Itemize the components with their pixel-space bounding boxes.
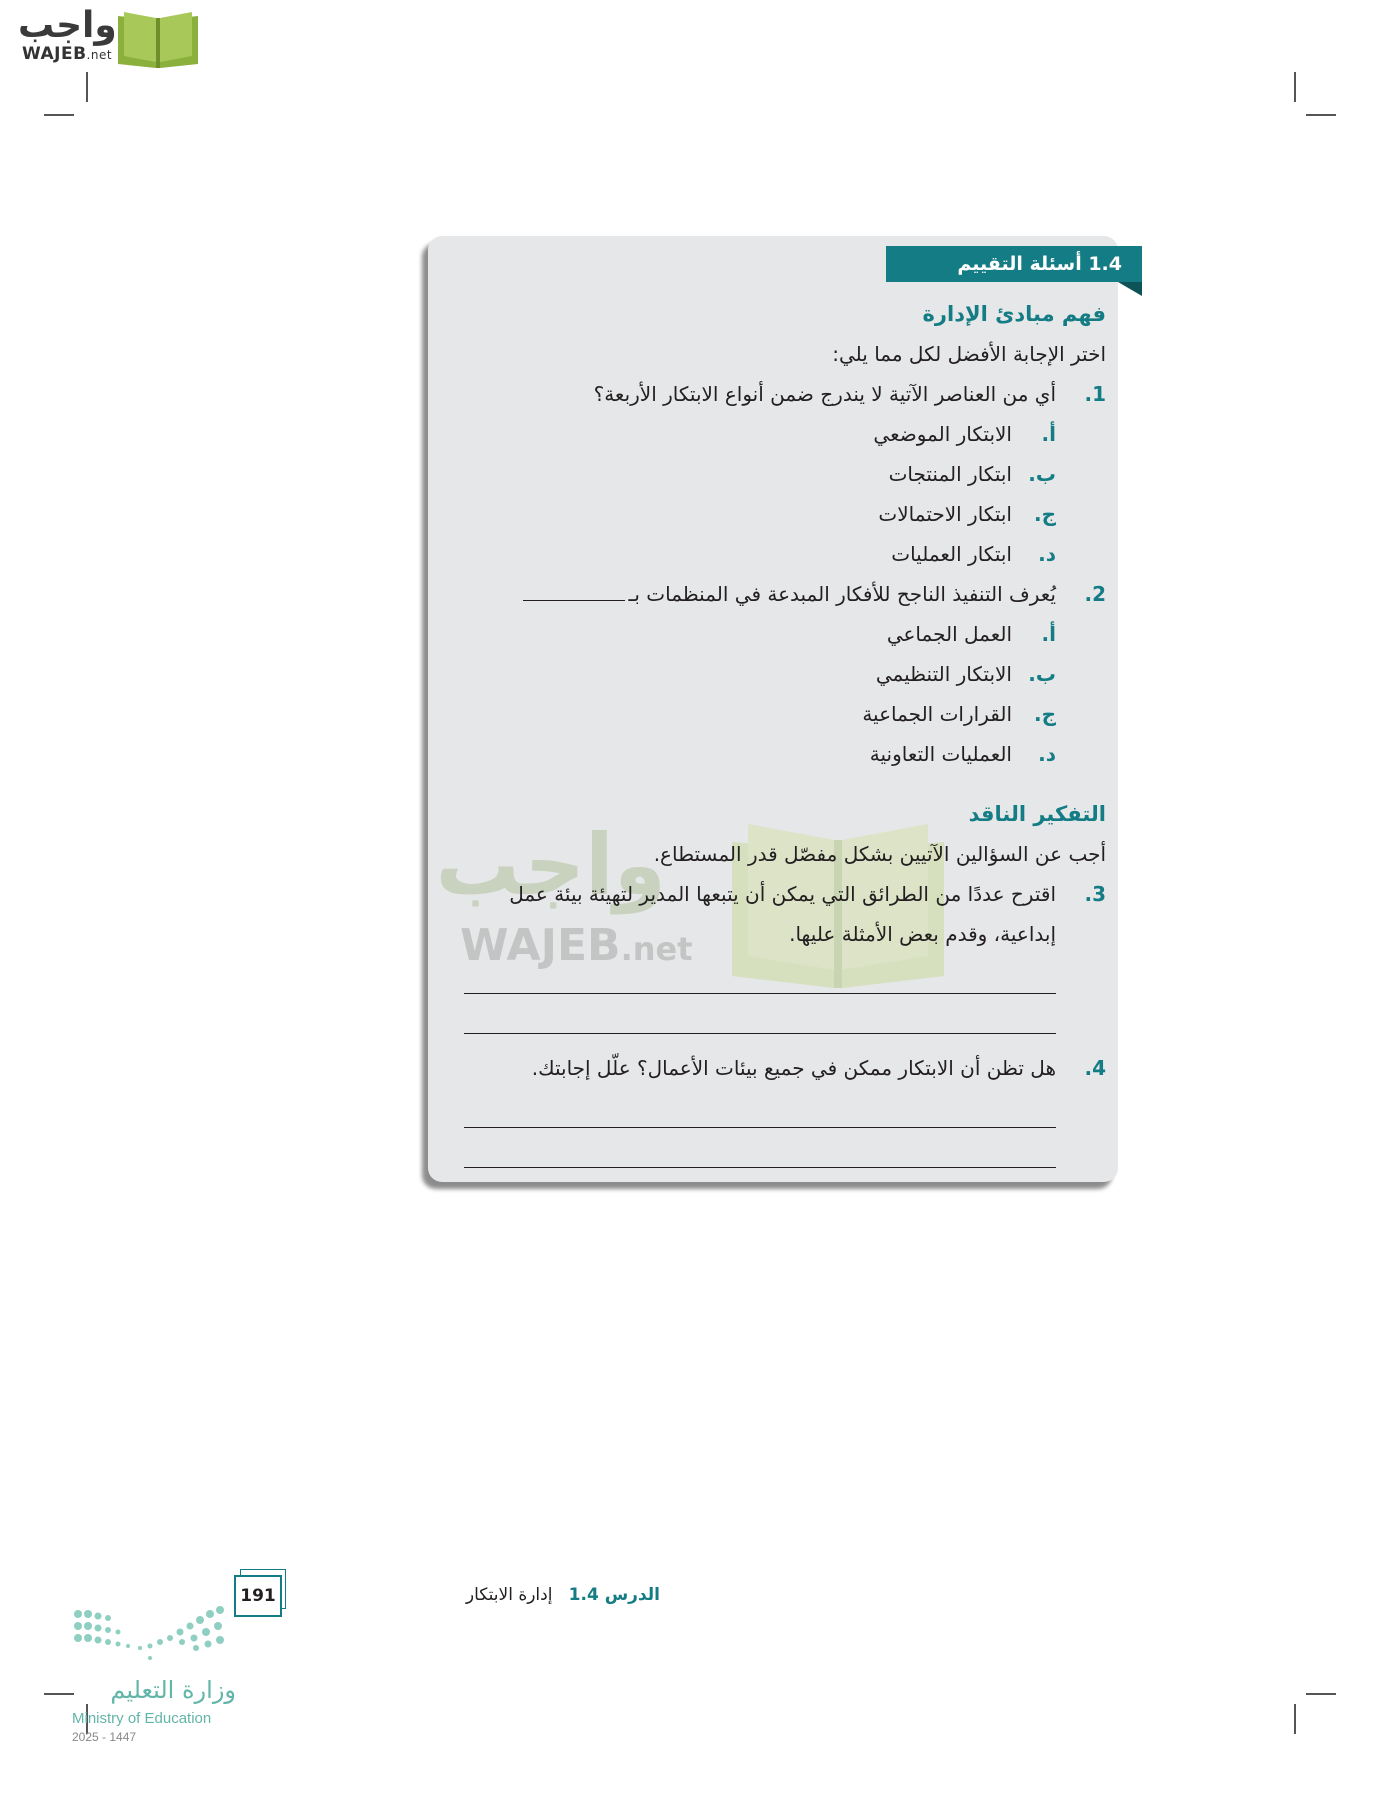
- option-text: العمليات التعاونية: [869, 742, 1012, 766]
- option-letter: د.: [1038, 742, 1056, 766]
- option-text: الابتكار الموضعي: [873, 422, 1012, 446]
- question-1: [440, 374, 1106, 414]
- ministry-arabic: وزارة التعليم: [110, 1676, 236, 1704]
- answer-line[interactable]: [464, 1128, 1056, 1168]
- lesson-title: إدارة الابتكار: [465, 1585, 553, 1605]
- open-book-icon: [116, 10, 200, 70]
- answer-line[interactable]: [464, 994, 1056, 1034]
- question-text: اقترح عددًا من الطرائق التي يمكن أن يتبعها المدير لتهيئة بيئة عمل: [509, 882, 1056, 906]
- option-c[interactable]: [440, 694, 1106, 734]
- option-text: القرارات الجماعية: [862, 702, 1012, 726]
- section-banner: 1.4 أسئلة التقييم: [886, 246, 1142, 282]
- crop-mark: [44, 114, 74, 116]
- instruction-choose: اختر الإجابة الأفضل لكل مما يلي:: [832, 342, 1106, 366]
- option-letter: د.: [1038, 542, 1056, 566]
- question-number: 1.: [1084, 382, 1106, 406]
- question-text: أي من العناصر الآتية لا يندرج ضمن أنواع الابتكار الأربعة؟: [593, 382, 1056, 406]
- option-text: ابتكار الاحتمالات: [878, 502, 1012, 526]
- banner-fold: [1118, 282, 1142, 296]
- fill-in-blank[interactable]: [523, 578, 625, 601]
- ministry-english: Ministry of Education: [72, 1710, 212, 1727]
- crop-mark: [1294, 1704, 1296, 1734]
- crop-mark: [1294, 72, 1296, 102]
- question-text-wrap: [440, 574, 1056, 614]
- option-letter: ب.: [1028, 662, 1056, 686]
- option-letter: ج.: [1033, 702, 1056, 726]
- question-text: هل تظن أن الابتكار ممكن في جميع بيئات الأعمال؟ علّل إجابتك.: [531, 1056, 1056, 1080]
- ministry-dots-icon: [70, 1600, 240, 1670]
- option-a[interactable]: [440, 414, 1106, 454]
- option-letter: أ.: [1041, 422, 1056, 446]
- section-title-critical-thinking: التفكير الناقد: [968, 802, 1106, 826]
- answer-line[interactable]: [464, 1088, 1056, 1128]
- option-d[interactable]: [440, 734, 1106, 774]
- page-number: 191: [234, 1575, 282, 1617]
- card-content: [440, 290, 1106, 1168]
- question-3: [440, 874, 1106, 914]
- option-b[interactable]: [440, 654, 1106, 694]
- option-letter: أ.: [1041, 622, 1056, 646]
- question-4: [440, 1048, 1106, 1088]
- watermark-latin-name: WAJEB: [460, 920, 621, 971]
- logo-latin-name: WAJEB: [22, 44, 87, 64]
- option-a[interactable]: [440, 614, 1106, 654]
- ministry-logo: [70, 1600, 240, 1744]
- logo-latin-text: [22, 44, 112, 64]
- question-number: 3.: [1084, 882, 1106, 906]
- option-text: ابتكار العمليات: [891, 542, 1012, 566]
- crop-mark: [1306, 1693, 1336, 1695]
- option-letter: ب.: [1028, 462, 1056, 486]
- question-number: 4.: [1084, 1056, 1106, 1080]
- wajeb-logo[interactable]: [10, 6, 190, 68]
- question-2: [440, 574, 1106, 614]
- option-b[interactable]: [440, 454, 1106, 494]
- logo-suffix: .net: [86, 48, 113, 62]
- watermark-suffix: .net: [620, 930, 693, 968]
- section-title-principles: فهم مبادئ الإدارة: [922, 302, 1106, 326]
- logo-arabic-text: واجب: [18, 5, 117, 46]
- question-text-continued: إبداعية، وقدم بعض الأمثلة عليها.: [789, 922, 1056, 946]
- lesson-label: الدرس 1.4: [568, 1585, 660, 1605]
- option-d[interactable]: [440, 534, 1106, 574]
- crop-mark: [1306, 114, 1336, 116]
- ministry-year: 2025 - 1447: [72, 1730, 137, 1744]
- lesson-footer: [420, 1585, 660, 1605]
- crop-mark: [86, 72, 88, 102]
- instruction-answer: أجب عن السؤالين الآتيين بشكل مفصّل قدر المستطاع.: [653, 842, 1106, 866]
- option-text: العمل الجماعي: [886, 622, 1012, 646]
- watermark-arabic: واجب: [435, 816, 666, 914]
- option-text: ابتكار المنتجات: [888, 462, 1012, 486]
- answer-line[interactable]: [464, 954, 1056, 994]
- question-number: 2.: [1084, 582, 1106, 606]
- question-text: يُعرف التنفيذ الناجح للأفكار المبدعة في المنظمات بـ: [628, 582, 1056, 606]
- option-letter: ج.: [1033, 502, 1056, 526]
- option-text: الابتكار التنظيمي: [875, 662, 1012, 686]
- option-c[interactable]: [440, 494, 1106, 534]
